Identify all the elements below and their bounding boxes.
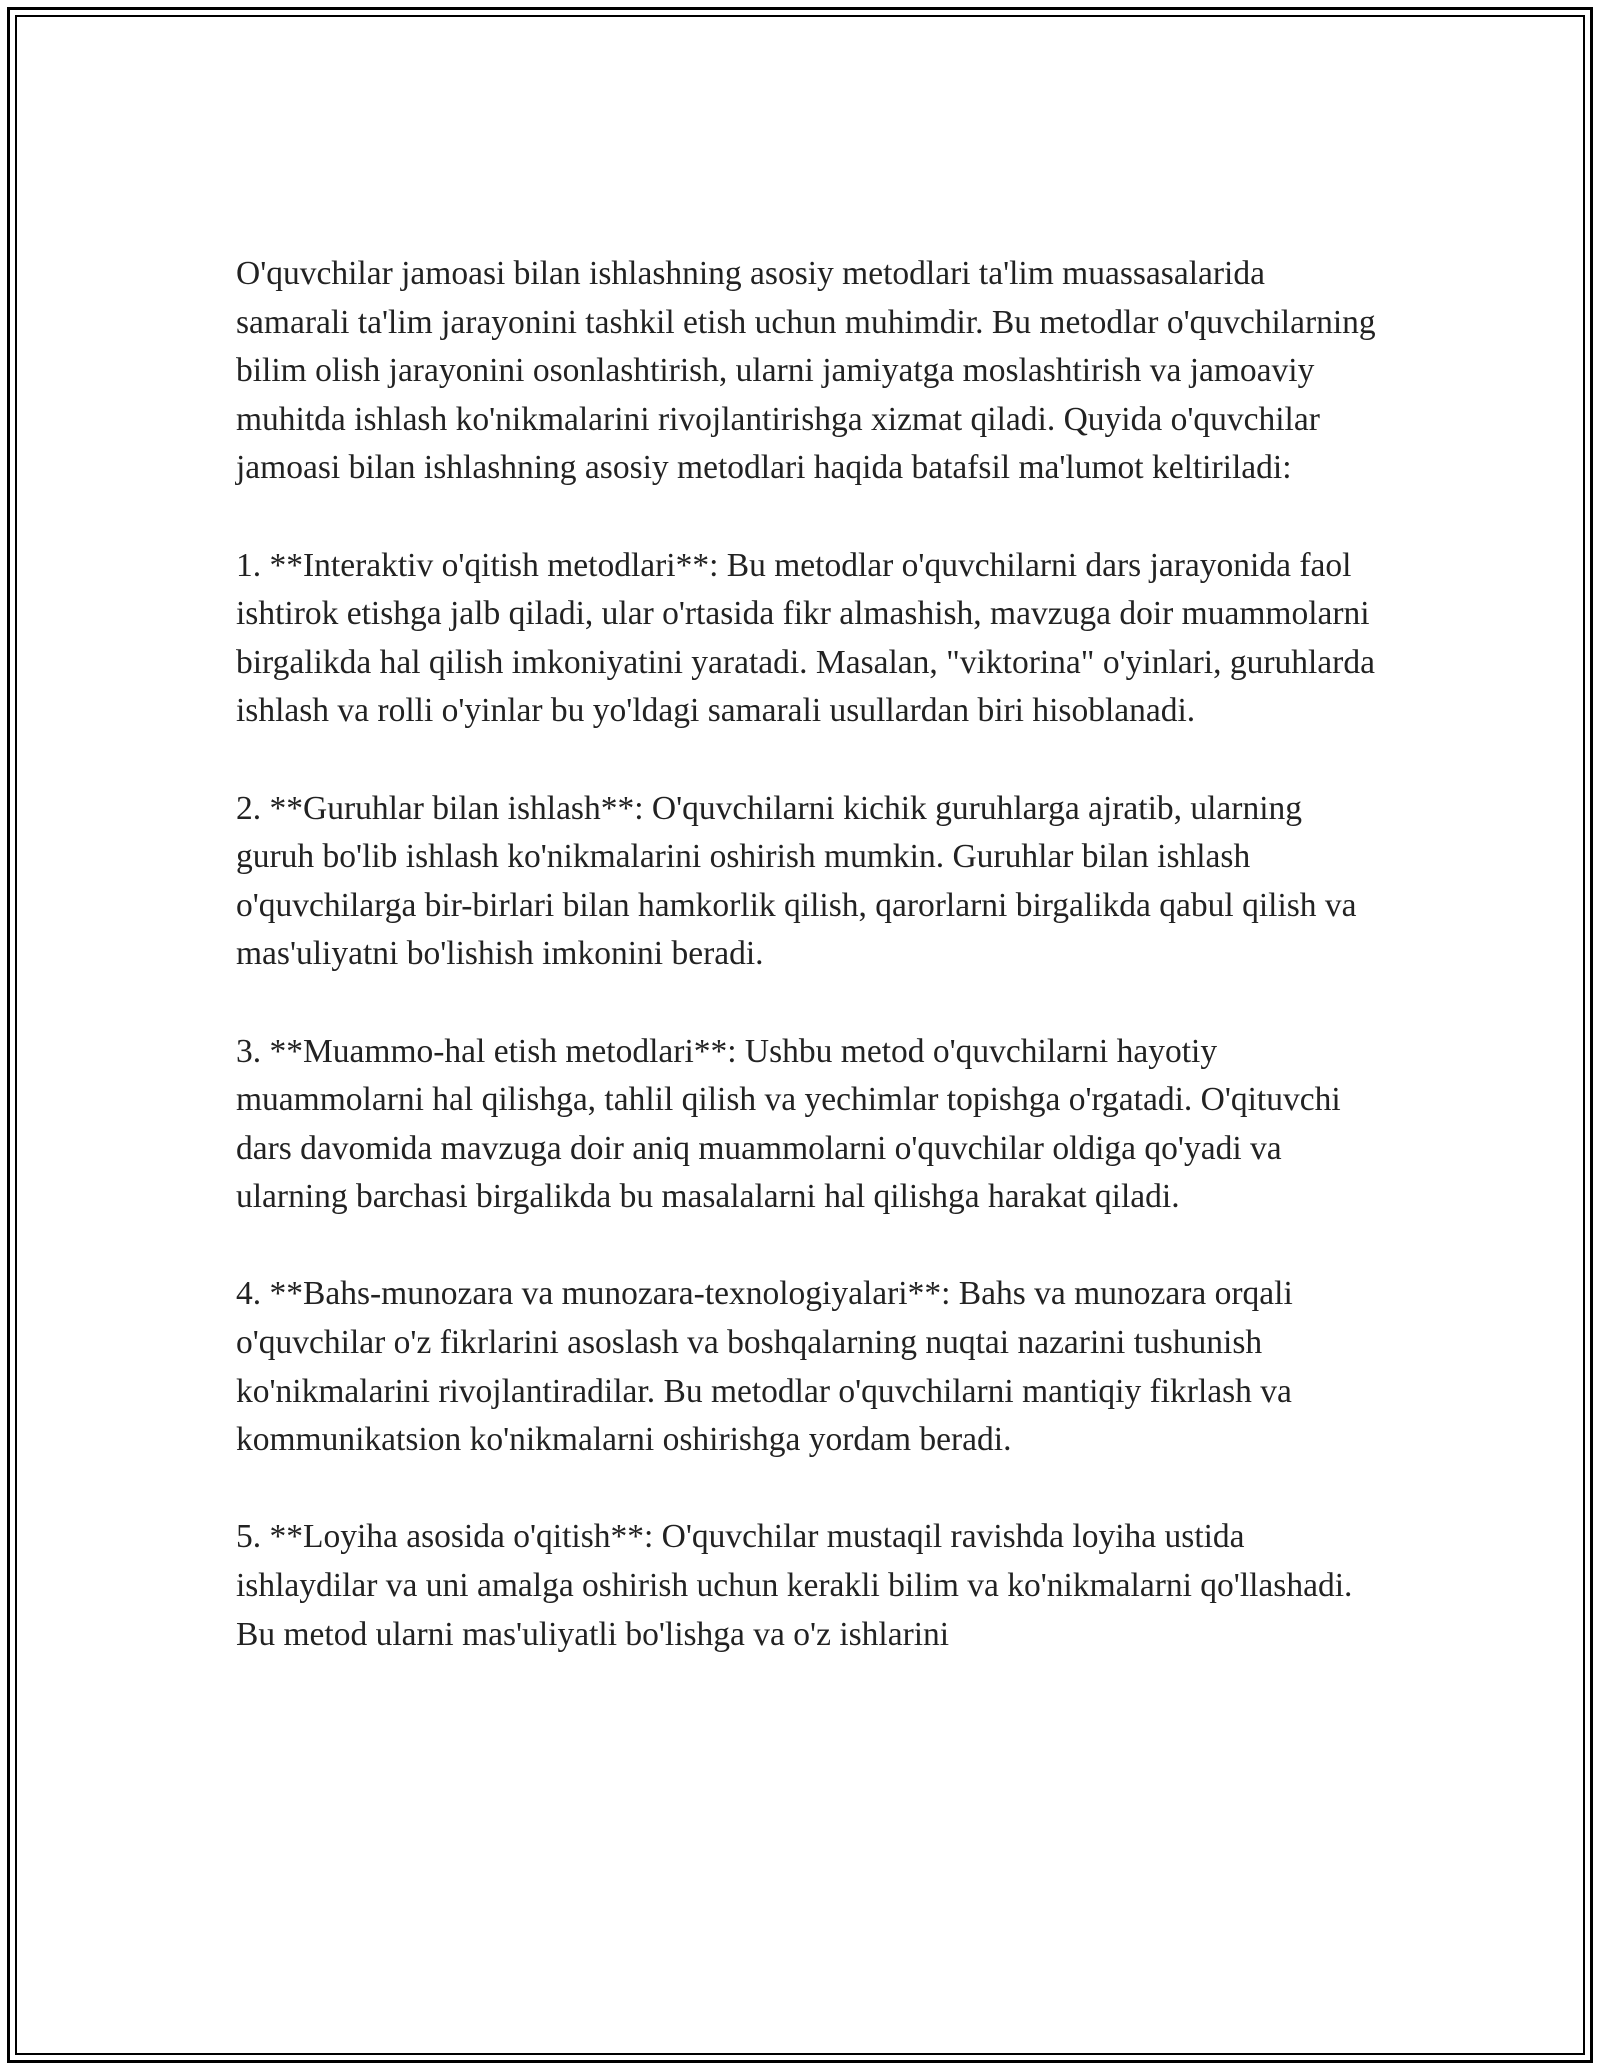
method-5-paragraph: 5. **Loyiha asosida o'qitish**: O'quvchilar mustaqil ravishda loyiha ustida ishlaydilar va uni amalga oshirish uchun kerakli bilim va ko'nikmalarni qo'llashadi. Bu metod ularni mas'uliyatli bo'lishga va o'z ishlarini — [236, 1518, 1353, 1653]
method-4-paragraph: 4. **Bahs-munozara va munozara-texnologiyalari**: Bahs va munozara orqali o'quvchilar o'z fikrlarini asoslash va boshqalarning nuqtai nazarini tushunish ko'nikmalarini rivojlantiradilar. Bu metodlar o'quvchilarni mantiqiy fikrlash va kommunikatsion ko'nikmalarni oshirishga yordam beradi. — [236, 1275, 1293, 1459]
method-3-paragraph: 3. **Muammo-hal etish metodlari**: Ushbu metod o'quvchilarni hayotiy muammolarni hal qilishga, tahlil qilish va yechimlar topishga o'rgatadi. O'qituvchi dars davomida mavzuga doir aniq muammolarni o'quvchilar oldiga qo'yadi va ularning barchasi birgalikda bu masalalarni hal qilishga harakat qiladi. — [236, 1032, 1341, 1216]
document-body — [236, 250, 1376, 1659]
intro-paragraph: O'quvchilar jamoasi bilan ishlashning asosiy metodlari ta'lim muassasalarida samarali ta'lim jarayonini tashkil etish uchun muhimdir. Bu metodlar o'quvchilarning bilim olish jarayonini osonlashtirish, ularni jamiyatga moslashtirish va jamoaviy muhitda ishlash ko'nikmalarini rivojlantirishga xizmat qiladi. Quyida o'quvchilar jamoasi bilan ishlashning asosiy metodlari haqida batafsil ma'lumot keltiriladi: — [236, 255, 1376, 487]
method-2-paragraph: 2. **Guruhlar bilan ishlash**: O'quvchilarni kichik guruhlarga ajratib, ularning guruh bo'lib ishlash ko'nikmalarini oshirish mumkin. Guruhlar bilan ishlash o'quvchilarga bir-birlari bilan hamkorlik qilish, qarorlarni birgalikda qabul qilish va mas'uliyatni bo'lishish imkonini beradi. — [236, 789, 1357, 973]
method-1-paragraph: 1. **Interaktiv o'qitish metodlari**: Bu metodlar o'quvchilarni dars jarayonida faol ishtirok etishga jalb qiladi, ular o'rtasida fikr almashish, mavzuga doir muammolarni birgalikda hal qilish imkoniyatini yaratadi. Masalan, "viktorina" o'yinlari, guruhlarda ishlash va rolli o'yinlar bu yo'ldagi samarali usullardan biri hisoblanadi. — [236, 546, 1375, 730]
